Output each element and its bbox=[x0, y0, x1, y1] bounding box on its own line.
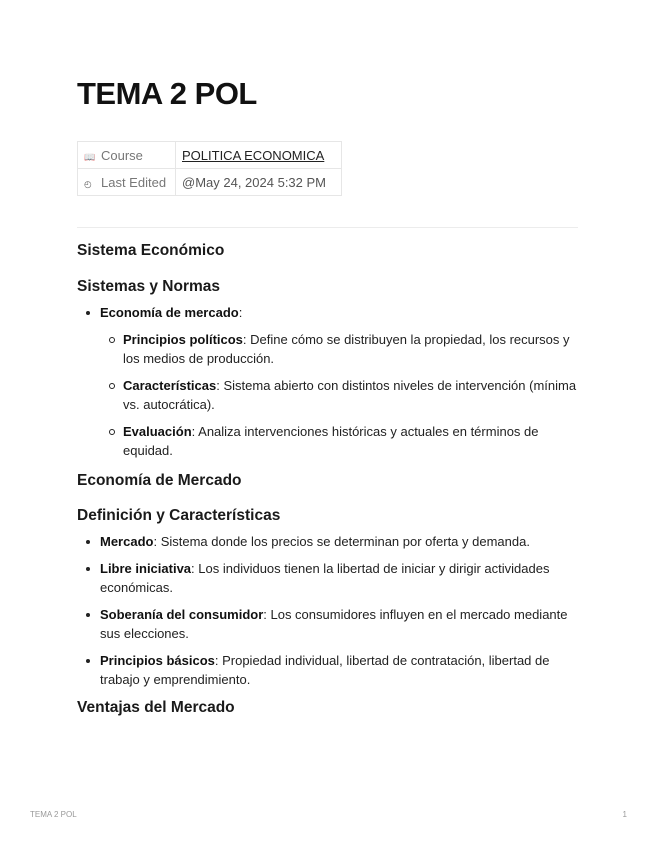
course-link[interactable]: POLITICA ECONOMICA bbox=[182, 147, 325, 163]
property-row-last-edited bbox=[78, 169, 342, 196]
property-key: 📖 Course bbox=[78, 142, 176, 169]
page-number: 1 bbox=[622, 810, 627, 819]
list-item: Evaluación: Analiza intervenciones históricas y actuales en términos de equidad. bbox=[100, 422, 578, 460]
list-definicion bbox=[77, 532, 578, 689]
list-item: Libre iniciativa: Los individuos tienen la libertad de iniciar y dirigir actividades económicas. bbox=[77, 559, 578, 597]
heading-ventajas: Ventajas del Mercado bbox=[77, 699, 235, 716]
list-item: Principios políticos: Define cómo se distribuyen la propiedad, los recursos y los medios de producción. bbox=[100, 330, 578, 368]
property-value: @May 24, 2024 5:32 PM bbox=[176, 169, 342, 196]
property-row-course bbox=[78, 142, 342, 169]
heading-definicion: Definición y Características bbox=[77, 507, 281, 524]
content bbox=[77, 240, 578, 719]
footer-title: TEMA 2 POL bbox=[30, 810, 77, 819]
page-title: TEMA 2 POL bbox=[77, 76, 257, 111]
property-value bbox=[176, 142, 342, 169]
property-key: ◴ Last Edited bbox=[78, 169, 176, 196]
properties-table bbox=[77, 141, 342, 196]
clock-icon: ◴ bbox=[84, 178, 92, 189]
list-item: Mercado: Sistema donde los precios se determinan por oferta y demanda. bbox=[77, 532, 578, 551]
book-icon: 📖 bbox=[84, 151, 96, 162]
list-item: Principios básicos: Propiedad individual, libertad de contratación, libertad de trabajo y emprendimiento. bbox=[77, 651, 578, 689]
heading-economia-de-mercado: Economía de Mercado bbox=[77, 472, 242, 489]
list-sistemas bbox=[77, 303, 578, 460]
list-item: Soberanía del consumidor: Los consumidores influyen en el mercado mediante sus elecciones. bbox=[77, 605, 578, 643]
heading-sistemas-normas: Sistemas y Normas bbox=[77, 278, 221, 295]
list-item: Características: Sistema abierto con distintos niveles de intervención (mínima vs. autocrática). bbox=[100, 376, 578, 414]
list-item: Economía de mercado: Principios políticos: Define cómo se distribuyen la propiedad, los recursos y los medios de producción. Características: Sistema abierto con distintos niveles de intervención (mínima vs. autocrática). Evaluación: Analiza intervenciones históricas y actuales en términos de equidad. bbox=[77, 303, 578, 460]
divider bbox=[77, 227, 578, 228]
sub-list bbox=[100, 330, 578, 460]
heading-sistema-economico: Sistema Económico bbox=[77, 242, 225, 259]
